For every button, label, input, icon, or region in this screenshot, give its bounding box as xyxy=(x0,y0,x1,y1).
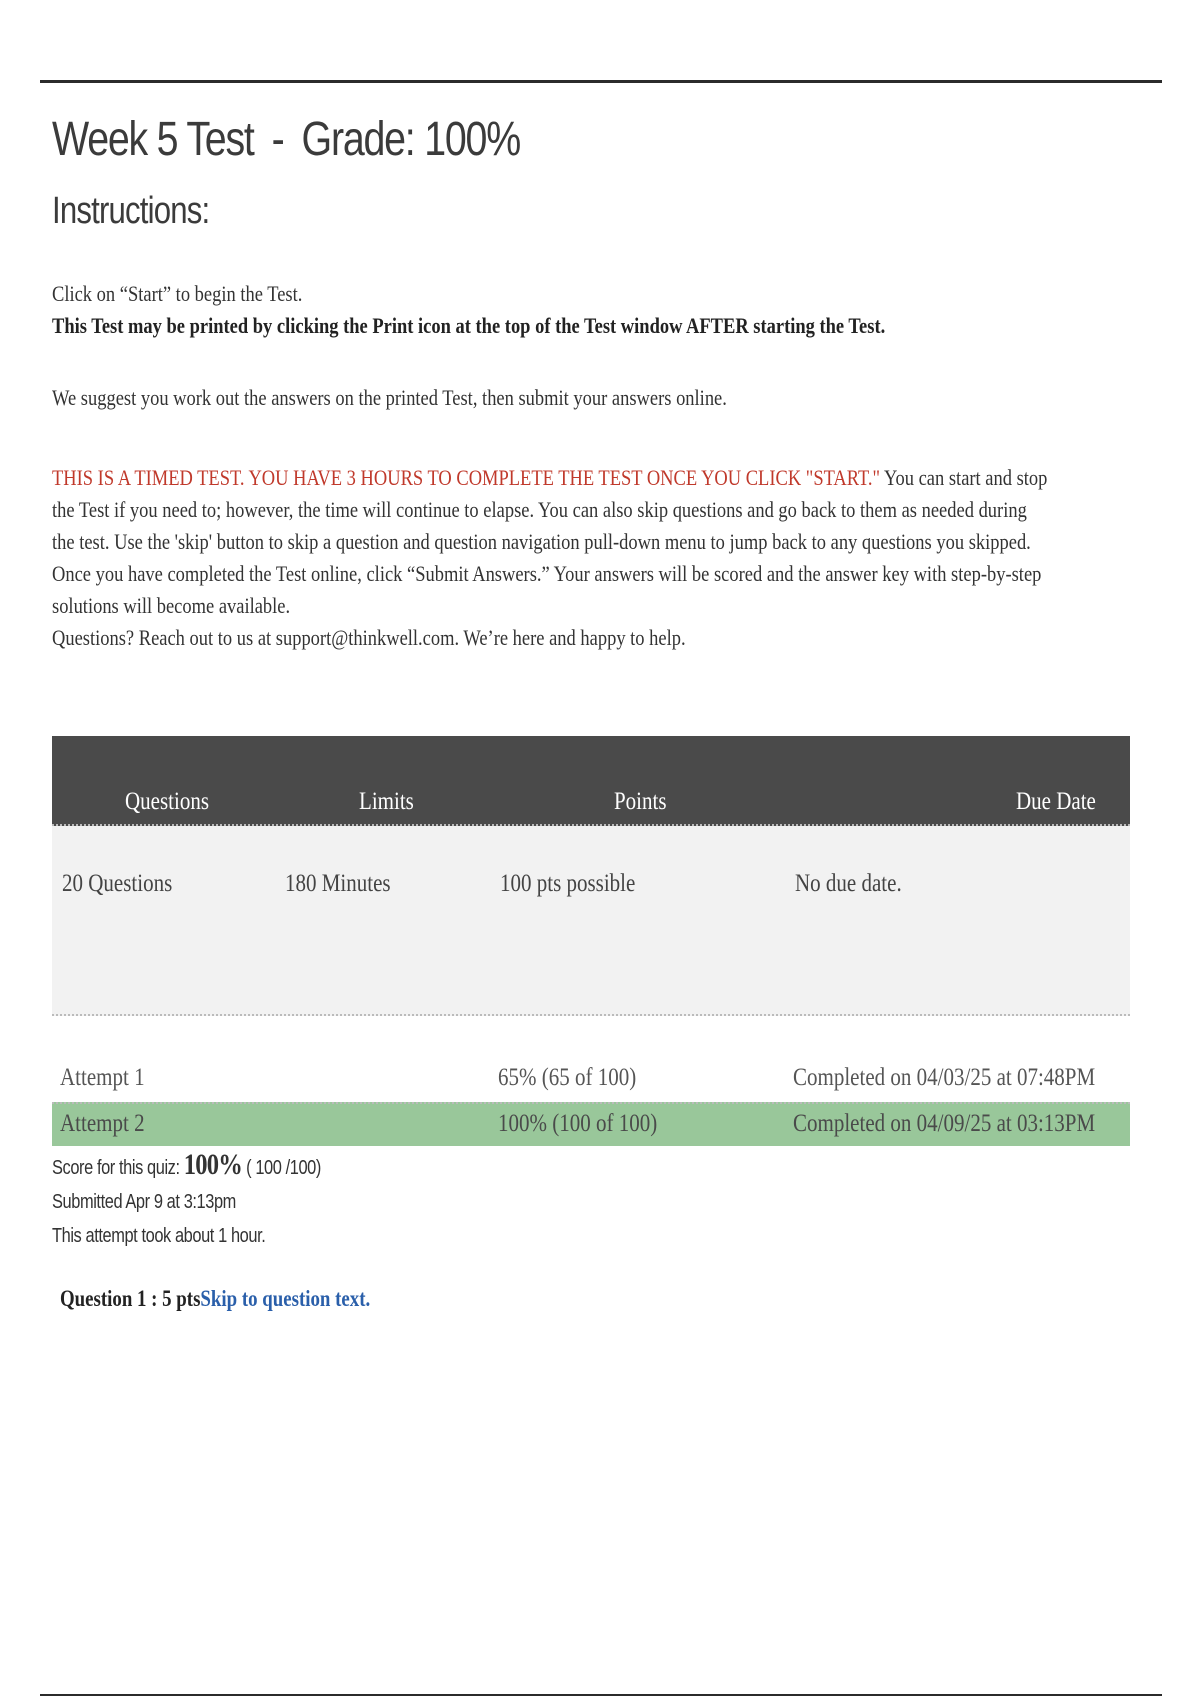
attempt-row-2[interactable] xyxy=(52,1102,1130,1146)
attempt-completed: Completed on 04/09/25 at 03:13PM xyxy=(793,1110,1096,1137)
question-label: Question 1 : 5 pts xyxy=(60,1286,201,1311)
instructions-block-suggest xyxy=(52,382,1052,414)
title-separator: - xyxy=(271,113,284,166)
instructions-heading: Instructions: xyxy=(52,190,210,232)
value-questions: 20 Questions xyxy=(62,870,173,897)
bottom-divider xyxy=(40,1694,1162,1696)
score-label: Score for this quiz: xyxy=(52,1157,184,1179)
instructions-block-timed xyxy=(52,462,1052,654)
suggest-instruction: We suggest you work out the answers on the printed Test, then submit your answers online. xyxy=(52,385,727,410)
quiz-score-line xyxy=(52,1148,321,1185)
instructions-block-start xyxy=(52,278,1052,342)
attempt-completed: Completed on 04/03/25 at 07:48PM xyxy=(793,1064,1096,1091)
submit-instruction: Once you have completed the Test online, click “Submit Answers.” Your answers will be scored and the answer key with step-by-step solutions will become available. xyxy=(52,561,1042,618)
score-value: 100% xyxy=(183,1148,242,1181)
summary-values-row xyxy=(52,826,1130,1016)
page-content xyxy=(52,108,1132,654)
timed-details: You can start and stop the Test if you need to; however, the time will continue to elapse. You can also skip questions and go back to them as needed during the test. Use the 'skip' button to skip a question and question navigation pull-down menu to jump back to any questions you skipped. xyxy=(52,465,1048,554)
attempt-label: Attempt 1 xyxy=(60,1064,145,1091)
support-instruction: Questions? Reach out to us at support@thinkwell.com. We’re here and happy to help. xyxy=(52,625,686,650)
start-instruction: Click on “Start” to begin the Test. xyxy=(52,281,303,306)
value-due-date: No due date. xyxy=(795,870,902,897)
header-limits: Limits xyxy=(359,788,414,815)
score-detail: ( 100 /100) xyxy=(241,1157,321,1179)
skip-to-question-link[interactable]: Skip to question text. xyxy=(200,1286,371,1311)
summary-header-row xyxy=(52,736,1130,826)
timed-warning: THIS IS A TIMED TEST. YOU HAVE 3 HOURS TO COMPLETE THE TEST ONCE YOU CLICK "START." xyxy=(52,465,881,490)
header-due-date: Due Date xyxy=(1016,788,1096,815)
submitted-line: Submitted Apr 9 at 3:13pm xyxy=(52,1191,236,1213)
grade-text: Grade: 100% xyxy=(301,113,520,166)
header-questions: Questions xyxy=(125,788,209,815)
page-title xyxy=(52,108,938,172)
test-title: Week 5 Test xyxy=(52,113,254,166)
score-info xyxy=(52,1148,380,1253)
attempt-row-1[interactable] xyxy=(52,1058,1130,1102)
timed-instruction xyxy=(52,462,1052,558)
attempt-label: Attempt 2 xyxy=(60,1110,145,1137)
value-points: 100 pts possible xyxy=(500,870,636,897)
top-divider xyxy=(40,80,1162,83)
attempt-score: 100% (100 of 100) xyxy=(498,1110,658,1137)
question-header xyxy=(60,1286,370,1312)
header-points: Points xyxy=(614,788,667,815)
test-summary-table xyxy=(52,736,1130,1146)
value-limits: 180 Minutes xyxy=(285,870,391,897)
duration-line: This attempt took about 1 hour. xyxy=(52,1225,266,1247)
attempt-score: 65% (65 of 100) xyxy=(498,1064,637,1091)
print-instruction: This Test may be printed by clicking the Print icon at the top of the Test window AFTER starting the Test. xyxy=(52,313,886,338)
